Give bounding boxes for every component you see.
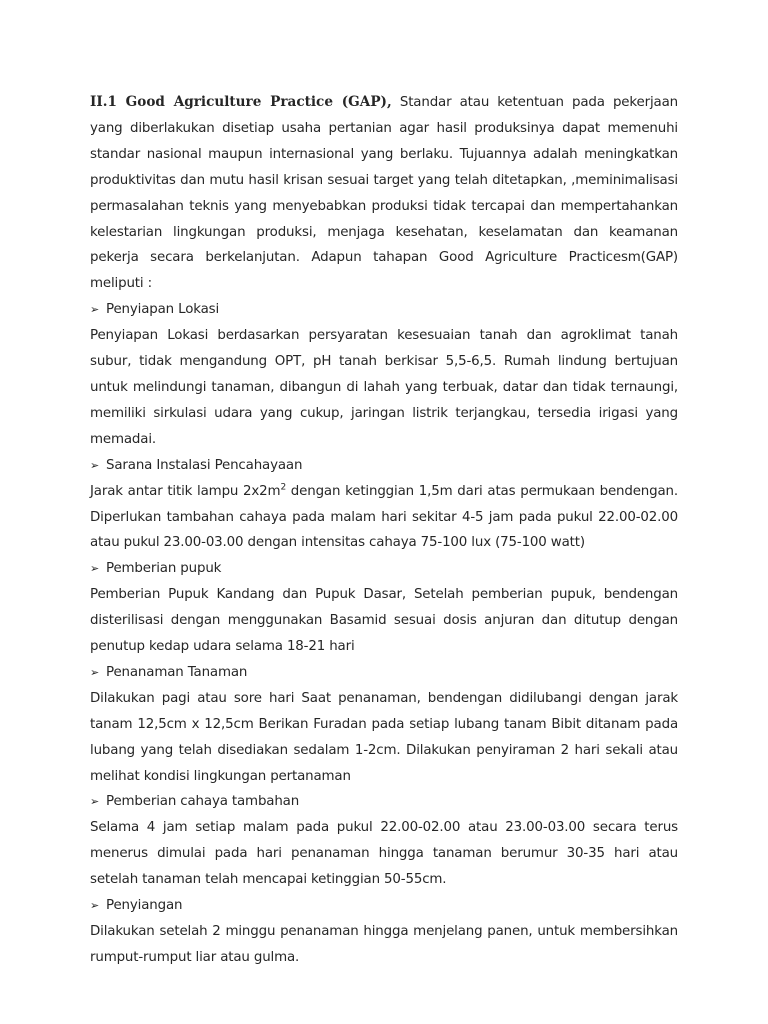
bullet-heading: Pemberian pupuk [106, 561, 222, 577]
bullet-penyiangan [90, 893, 678, 919]
bullet-penyiapan-lokasi [90, 297, 678, 323]
section-title: II.1 Good Agriculture Practice (GAP), [90, 94, 392, 110]
intro-paragraph [90, 90, 678, 297]
paragraph-pemberian-pupuk: Pemberian Pupuk Kandang dan Pupuk Dasar, Setelah pemberian pupuk, bendengan disterilisasi dengan menggunakan Basamid sesuai dosis anjuran dan ditutup dengan penutup kedap udara selama 18-21 hari [90, 587, 678, 655]
intro-text: Standar atau ketentuan pada pekerjaan yang diberlakukan disetiap usaha pertanian agar hasil produksinya dapat memenuhi standar nasional maupun internasional yang berlaku. Tujuannya adalah meningkatkan produktivitas dan mutu hasil krisan sesuai target yang telah ditetapkan, ,meminimalisasi permasalahan teknis yang menyebabkan produksi tidak tercapai dan mempertahankan kelestarian lingkungan produksi, menjaga kesehatan, keselamatan dan keamanan pekerja secara berkelanjutan. Adapun tahapan Good Agriculture Practicesm(GAP) meliputi : [90, 95, 678, 292]
paragraph-penanaman-tanaman: Dilakukan pagi atau sore hari Saat penanaman, bendengan didilubangi dengan jarak tanam 12,5cm x 12,5cm Berikan Furadan pada setiap lubang tanam Bibit ditanam pada lubang yang telah disediakan sedalam 1-2cm. Dilakukan penyiraman 2 hari sekali atau melihat kondisi lingkungan pertanaman [90, 690, 678, 784]
paragraph-penyiapan-lokasi: Penyiapan Lokasi berdasarkan persyaratan kesesuaian tanah dan agroklimat tanah subur, tidak mengandung OPT, pH tanah berkisar 5,5-6,5. Rumah lindung bertujuan untuk melindungi tanaman, dibangun di lahah yang terbuak, datar dan tidak ternaungi, memiliki sirkulasi udara yang cukup, jaringan listrik terjangkau, tersedia irigasi yang memadai. [90, 328, 678, 447]
bullet-heading: Penyiapan Lokasi [106, 302, 220, 318]
paragraph-penyiangan: Dilakukan setelah 2 minggu penanaman hingga menjelang panen, untuk membersihkan rumput-rumput liar atau gulma. [90, 924, 678, 965]
arrow-bullet-icon: ➢ [90, 899, 100, 913]
document-page [90, 90, 678, 971]
bullet-pemberian-pupuk [90, 556, 678, 582]
arrow-bullet-icon: ➢ [90, 562, 100, 576]
paragraph-text-pre: Jarak antar titik lampu 2x2m [90, 483, 281, 499]
paragraph-pemberian-cahaya: Selama 4 jam setiap malam pada pukul 22.00-02.00 atau 23.00-03.00 secara terus menerus dimulai pada hari penanaman hingga tanaman berumur 30-35 hari atau setelah tanaman telah mencapai ketinggian 50-55cm. [90, 820, 678, 888]
bullet-heading: Penanaman Tanaman [106, 664, 248, 680]
arrow-bullet-icon: ➢ [90, 458, 100, 472]
arrow-bullet-icon: ➢ [90, 665, 100, 679]
superscript: 2 [280, 482, 287, 493]
bullet-sarana-instalasi [90, 453, 678, 479]
paragraph-text-post: dengan ketinggian 1,5m dari atas permukaan bendengan. Diperlukan tambahan cahaya pada malam hari sekitar 4-5 jam pada pukul 22.00-02.00 atau pukul 23.00-03.00 dengan intensitas cahaya 75-100 lux (75-100 watt) [90, 483, 678, 551]
bullet-heading: Sarana Instalasi Pencahayaan [106, 457, 303, 473]
arrow-bullet-icon: ➢ [90, 795, 100, 809]
paragraph-sarana-instalasi [90, 479, 678, 557]
bullet-heading: Pemberian cahaya tambahan [106, 794, 300, 810]
arrow-bullet-icon: ➢ [90, 303, 100, 317]
bullet-pemberian-cahaya [90, 789, 678, 815]
bullet-heading: Penyiangan [106, 898, 183, 914]
bullet-penanaman-tanaman [90, 660, 678, 686]
